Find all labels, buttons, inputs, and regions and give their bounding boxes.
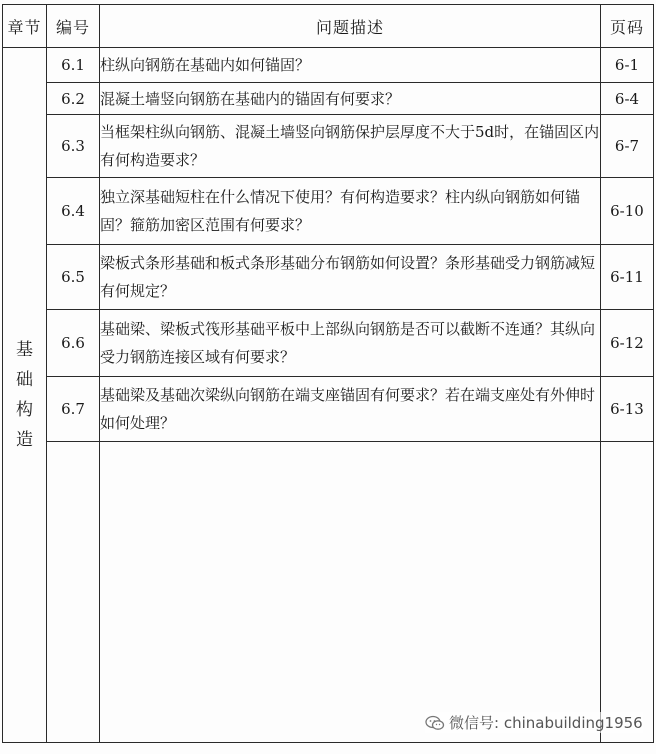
row-description: 基础梁、梁板式筏形基础平板中上部纵向钢筋是否可以截断不连通？其纵向受力钢筋连接区域有何要求？: [100, 310, 601, 377]
row-page: 6-12: [601, 310, 654, 377]
chapter-label: 基础构造: [16, 340, 33, 450]
empty-page-cell: [601, 442, 654, 743]
toc-table: [2, 4, 654, 743]
watermark-text: 微信号: chinabuilding1956: [449, 714, 643, 732]
row-page: 6-13: [601, 377, 654, 442]
table-row: [3, 48, 654, 83]
table-row: [3, 83, 654, 115]
wechat-icon: [425, 715, 445, 731]
row-description: 当框架柱纵向钢筋、混凝土墙竖向钢筋保护层厚度不大于5d时，在锚固区内有何构造要求？: [100, 115, 601, 178]
empty-number-cell: [47, 442, 100, 743]
header-number: 编号: [47, 5, 100, 48]
header-row: [3, 5, 654, 48]
table-row: [3, 377, 654, 442]
row-number: 6.6: [47, 310, 100, 377]
watermark: [425, 712, 643, 733]
table-row: [3, 245, 654, 310]
row-description: 柱纵向钢筋在基础内如何锚固？: [100, 48, 601, 83]
row-description: 梁板式条形基础和板式条形基础分布钢筋如何设置？条形基础受力钢筋减短有何规定？: [100, 245, 601, 310]
header-page: 页码: [601, 5, 654, 48]
row-number: 6.2: [47, 83, 100, 115]
row-page: 6-10: [601, 178, 654, 245]
row-description: 独立深基础短柱在什么情况下使用？有何构造要求？柱内纵向钢筋如何锚固？箍筋加密区范围有何要求？: [100, 178, 601, 245]
row-number: 6.7: [47, 377, 100, 442]
table-row: [3, 178, 654, 245]
chapter-cell: [3, 48, 47, 743]
row-number: 6.5: [47, 245, 100, 310]
row-description: 基础梁及基础次梁纵向钢筋在端支座锚固有何要求？若在端支座处有外伸时如何处理？: [100, 377, 601, 442]
row-page: 6-4: [601, 83, 654, 115]
row-page: 6-1: [601, 48, 654, 83]
row-page: 6-7: [601, 115, 654, 178]
empty-description-cell: [100, 442, 601, 743]
header-chapter: 章节: [3, 5, 47, 48]
row-page: 6-11: [601, 245, 654, 310]
row-description: 混凝土墙竖向钢筋在基础内的锚固有何要求？: [100, 83, 601, 115]
empty-row: [3, 442, 654, 743]
table-row: [3, 310, 654, 377]
header-description: 问题描述: [100, 5, 601, 48]
row-number: 6.1: [47, 48, 100, 83]
table-row: [3, 115, 654, 178]
row-number: 6.3: [47, 115, 100, 178]
row-number: 6.4: [47, 178, 100, 245]
